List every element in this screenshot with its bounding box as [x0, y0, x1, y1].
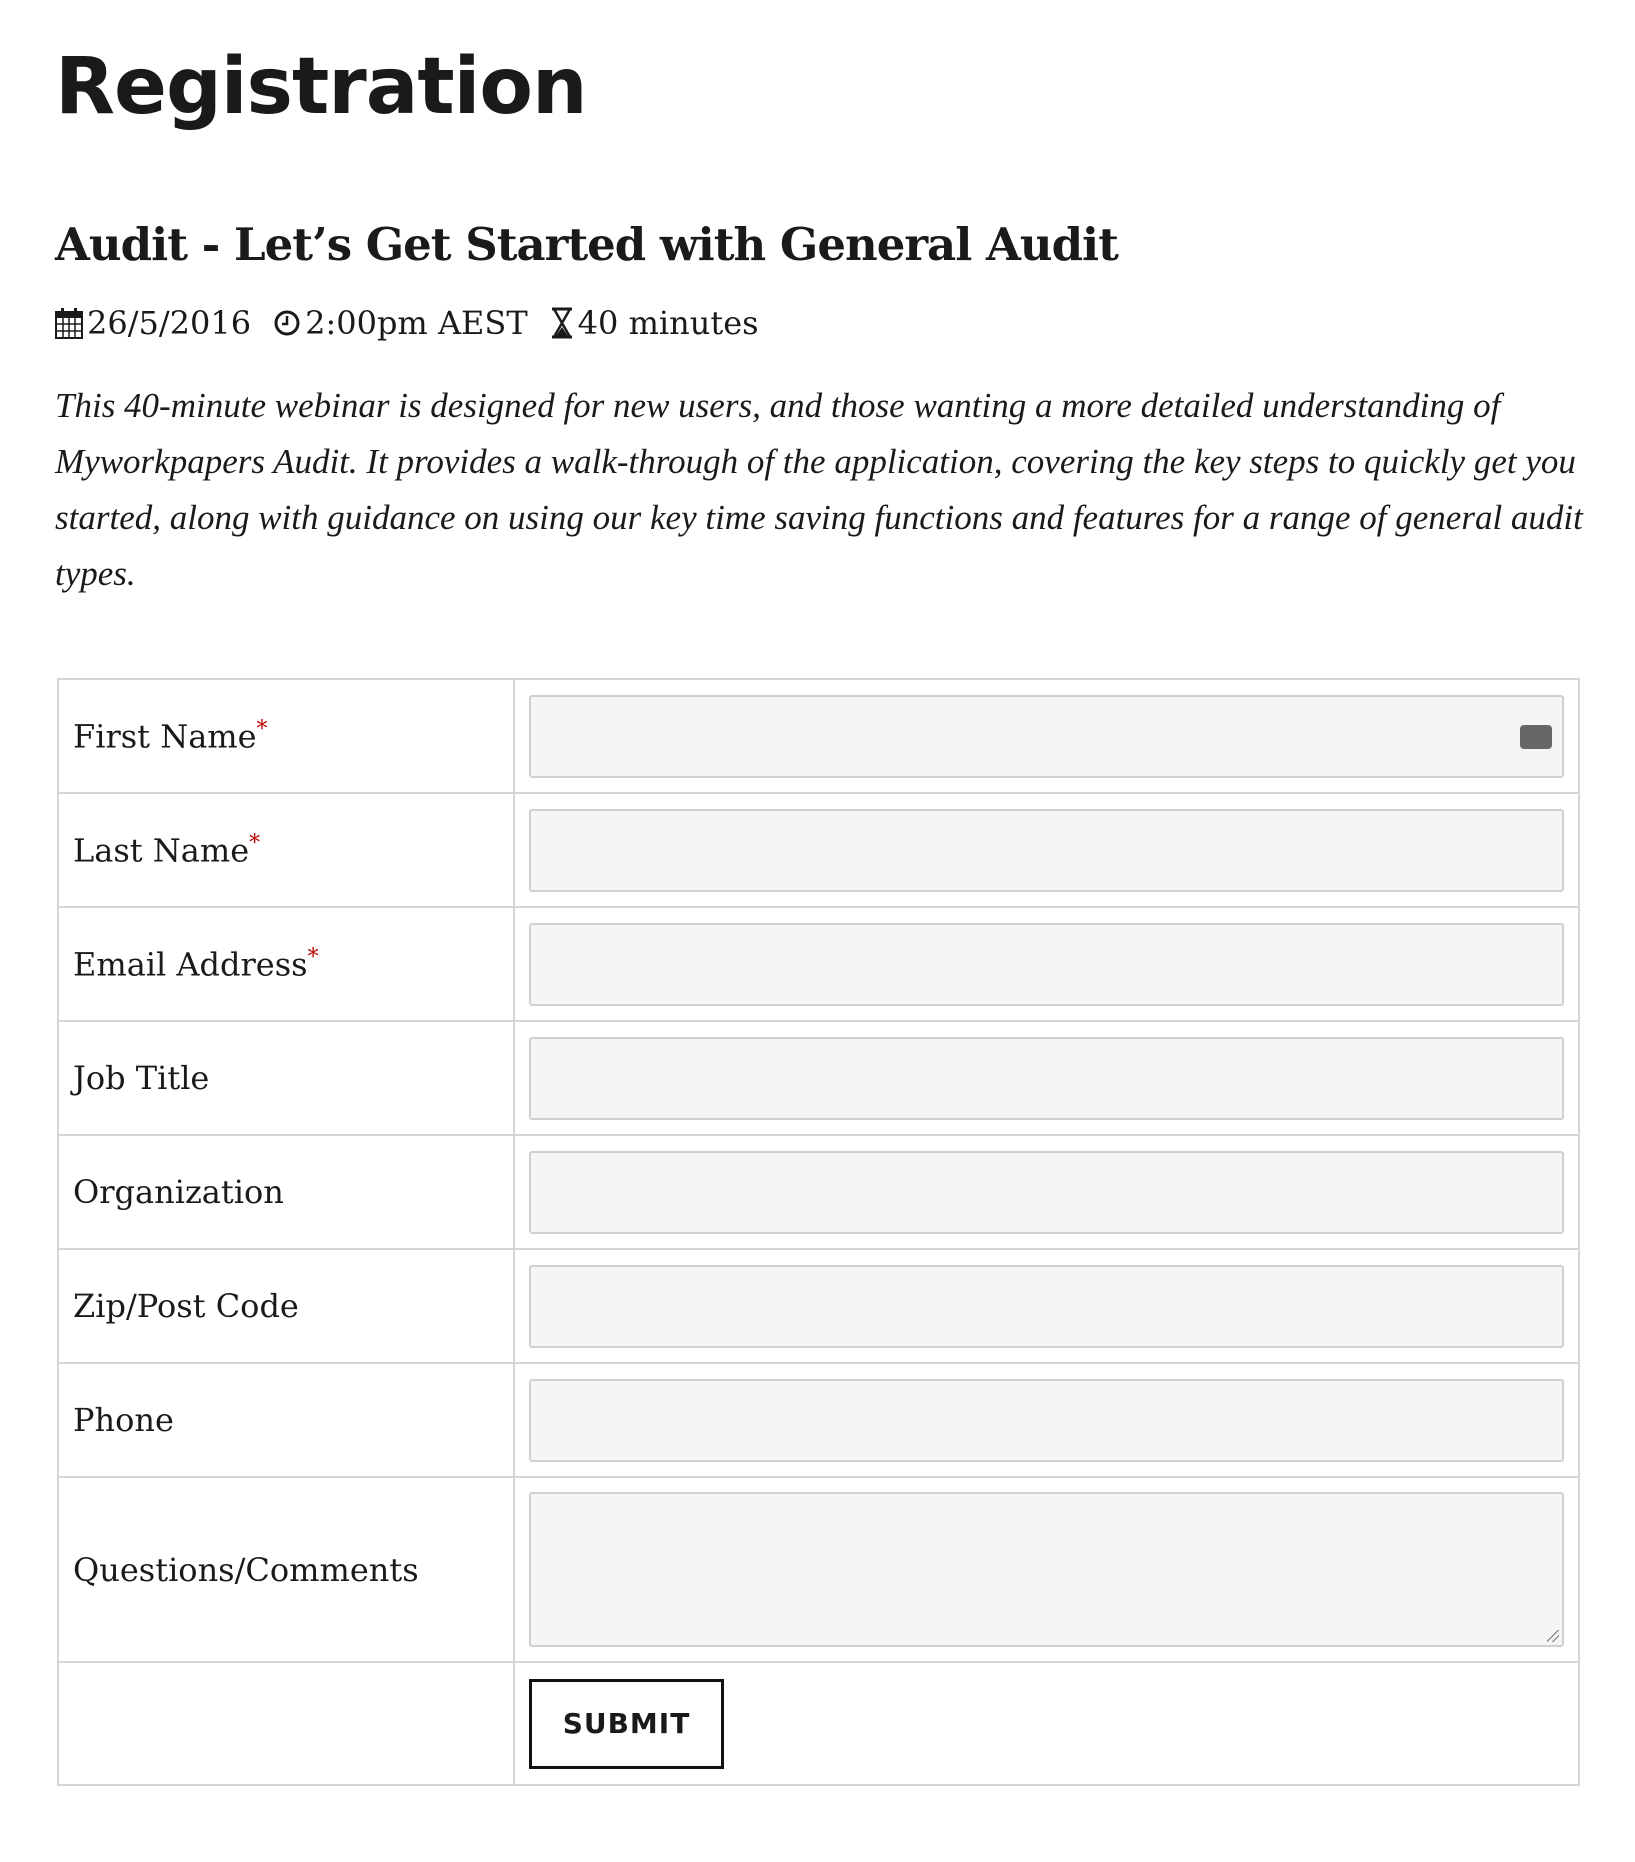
submit-button[interactable]: SUBMIT — [529, 1679, 724, 1769]
event-duration: 40 minutes — [577, 304, 759, 342]
field-label: Zip/Post Code — [73, 1287, 299, 1325]
event-time: 2:00pm AEST — [305, 304, 528, 342]
form-row-last-name — [58, 793, 1579, 907]
form-row-phone — [58, 1363, 1579, 1477]
field-label: Phone — [73, 1401, 174, 1439]
field-label: First Name — [73, 717, 257, 756]
zip-code-input[interactable] — [529, 1265, 1564, 1348]
email-input[interactable] — [529, 923, 1564, 1006]
event-date: 26/5/2016 — [87, 304, 252, 342]
form-row-email — [58, 907, 1579, 1021]
form-row-submit — [58, 1662, 1579, 1785]
clock-icon — [273, 309, 301, 337]
calendar-icon — [55, 307, 83, 339]
organization-input[interactable] — [529, 1151, 1564, 1234]
hourglass-icon — [550, 307, 574, 339]
required-marker: * — [249, 830, 261, 856]
event-title: Audit - Let’s Get Started with General Audit — [55, 218, 1118, 271]
event-description: This 40-minute webinar is designed for new users, and those wanting a more detailed understanding of Myworkpapers Audit. It provides a walk-through of the application, covering the key steps to quickly get you started, along with guidance on using our key time saving functions and features for a range of general audit types. — [55, 386, 1583, 593]
first-name-input[interactable] — [529, 695, 1564, 778]
event-meta — [55, 304, 759, 342]
comments-textarea[interactable] — [529, 1492, 1564, 1647]
registration-form — [57, 678, 1580, 1786]
form-row-comments — [58, 1477, 1579, 1662]
contact-card-icon[interactable] — [1520, 725, 1552, 749]
field-label: Organization — [73, 1173, 284, 1211]
job-title-input[interactable] — [529, 1037, 1564, 1120]
form-row-organization — [58, 1135, 1579, 1249]
phone-input[interactable] — [529, 1379, 1564, 1462]
form-row-job-title — [58, 1021, 1579, 1135]
page-title: Registration — [55, 42, 587, 132]
field-label: Questions/Comments — [73, 1550, 419, 1589]
form-row-zip — [58, 1249, 1579, 1363]
last-name-input[interactable] — [529, 809, 1564, 892]
field-label: Last Name — [73, 831, 250, 870]
form-row-first-name — [58, 679, 1579, 793]
field-label: Email Address — [73, 945, 308, 984]
required-marker: * — [256, 716, 268, 742]
resize-handle-icon[interactable] — [1547, 1630, 1559, 1642]
required-marker: * — [307, 944, 319, 970]
field-label: Job Title — [73, 1059, 210, 1097]
